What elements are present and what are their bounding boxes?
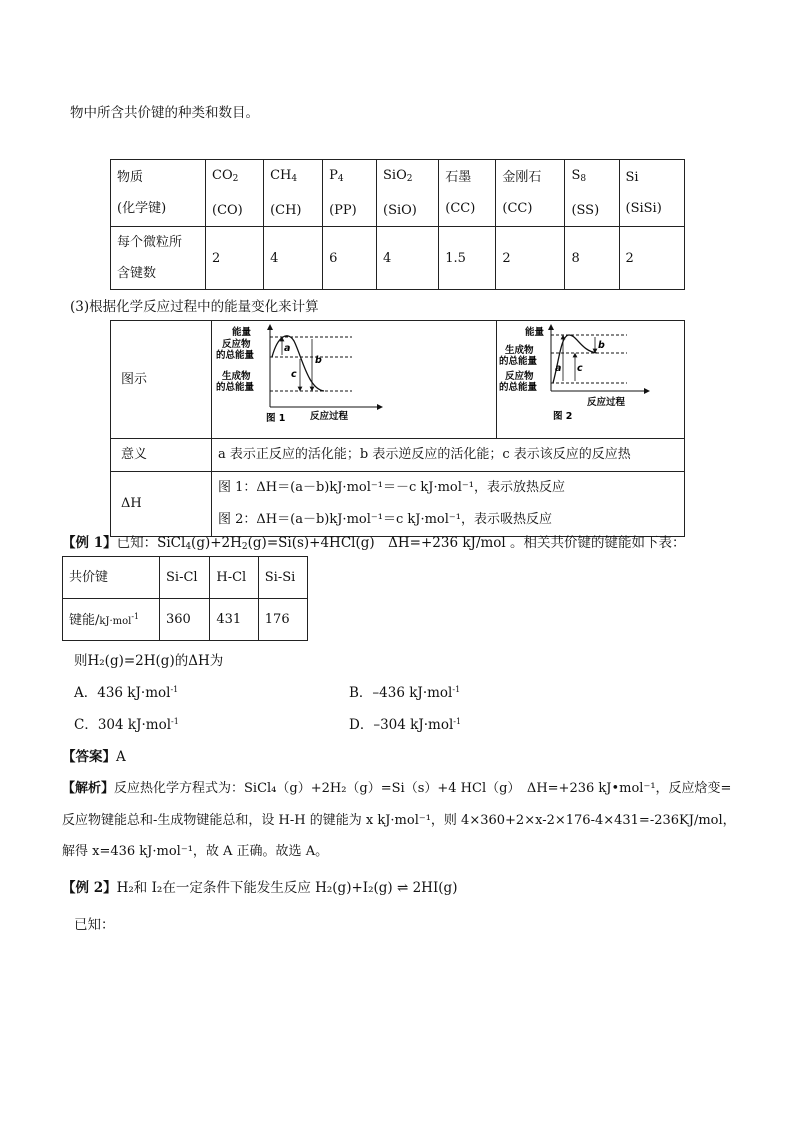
fig1-cell bbox=[212, 321, 497, 439]
bond-col-6: $S_8$ (SS) bbox=[565, 160, 619, 227]
energy-row-meaning-text: a 表示正反应的活化能；b 表示逆反应的活化能；c 表示该反应的反应热 bbox=[212, 439, 685, 472]
fig1-upper-1: 反应物 bbox=[222, 339, 251, 350]
bond-energy-value-0: 360 bbox=[160, 599, 210, 641]
bond-count-4: 1.5 bbox=[439, 227, 496, 290]
energy-row-figure-label: 图示 bbox=[111, 321, 212, 439]
energy-row-meaning-label: 意义 bbox=[111, 439, 212, 472]
fig2-lower-2: 的总能量 bbox=[499, 382, 538, 393]
bond-col-7: Si (SiSi) bbox=[619, 160, 684, 227]
bond-count-7: 2 bbox=[619, 227, 684, 290]
energy-table bbox=[110, 320, 685, 537]
fig1-caption: 图 1 bbox=[266, 413, 286, 424]
bond-count-5: 2 bbox=[496, 227, 565, 290]
svg-text:b: b bbox=[315, 355, 322, 366]
svg-text:c: c bbox=[291, 369, 297, 380]
fig2-caption: 图 2 bbox=[553, 411, 573, 422]
option-c: C．304 kJ·mol$^{-1}$ bbox=[74, 717, 179, 733]
example1-analysis-line1: 【解析】反应热化学方程式为：SiCl₄（g）+2H₂（g）=Si（s）+4 HCl（g） ΔH=+236 kJ•mol⁻¹，反应焓变= bbox=[62, 781, 732, 796]
example1-analysis-line3: 解得 x=436 kJ·mol⁻¹，故 A 正确。故选 A。 bbox=[62, 844, 329, 859]
svg-text:a: a bbox=[284, 343, 291, 354]
intro-line: 物中所含共价键的种类和数目。 bbox=[70, 105, 259, 121]
bond-table-header: 物质 (化学键) bbox=[111, 160, 206, 227]
bond-energy-header-3: Si-Si bbox=[258, 557, 307, 599]
fig1-energy-diagram bbox=[212, 321, 496, 425]
example1-answer: 【答案】A bbox=[62, 749, 126, 765]
bond-count-1: 4 bbox=[264, 227, 323, 290]
known-label: 已知： bbox=[74, 917, 115, 933]
bond-energy-row-label: 键能/kJ·mol$^{-1}$ bbox=[63, 599, 160, 641]
bond-count-2: 6 bbox=[323, 227, 377, 290]
bond-energy-value-1: 431 bbox=[210, 599, 258, 641]
option-a: A．436 kJ·mol$^{-1}$ bbox=[74, 685, 179, 701]
fig1-lower-2: 的总能量 bbox=[216, 382, 255, 393]
fig1-x-axis: 反应过程 bbox=[310, 411, 349, 422]
energy-row-dh-label: ΔH bbox=[111, 472, 212, 537]
energy-row-dh-text: 图 1：ΔH＝(a－b)kJ·mol⁻¹＝－c kJ·mol⁻¹，表示放热反应 图 2：ΔH＝(a－b)kJ·mol⁻¹＝c kJ·mol⁻¹，表示吸热反应 bbox=[212, 472, 685, 537]
fig1-upper-2: 的总能量 bbox=[216, 350, 255, 361]
bond-energy-header-1: Si-Cl bbox=[160, 557, 210, 599]
fig2-upper-1: 生成物 bbox=[505, 345, 534, 356]
bond-col-1: $CH_4$ (CH) bbox=[264, 160, 323, 227]
svg-text:c: c bbox=[577, 363, 583, 374]
bond-col-2: $P_4$ (PP) bbox=[323, 160, 377, 227]
bond-col-4: 石墨 (CC) bbox=[439, 160, 496, 227]
option-b: B．–436 kJ·mol$^{-1}$ bbox=[349, 685, 461, 701]
bond-count-3: 4 bbox=[377, 227, 439, 290]
fig1-y-axis: 能量 bbox=[232, 327, 252, 338]
example1-statement: 【例 1】已知：$SiCl_4(g)+2H_2(g)=Si(s)+4HCl(g)$ ΔH=+236 kJ/mol 。相关共价键的键能如下表： bbox=[62, 535, 686, 552]
fig2-x-axis: 反应过程 bbox=[587, 397, 626, 408]
bond-energy-table bbox=[62, 556, 308, 641]
fig2-energy-diagram bbox=[497, 321, 677, 425]
example1-question: 则H₂(g)=2H(g)的ΔH为 bbox=[74, 653, 224, 669]
bond-energy-header-2: H-Cl bbox=[210, 557, 258, 599]
bond-col-5: 金刚石 (CC) bbox=[496, 160, 565, 227]
bond-count-6: 8 bbox=[565, 227, 619, 290]
bond-col-0: $CO_2$ (CO) bbox=[206, 160, 264, 227]
bond-count-table bbox=[110, 159, 685, 290]
bond-energy-value-2: 176 bbox=[258, 599, 307, 641]
fig2-upper-2: 的总能量 bbox=[499, 356, 538, 367]
fig1-lower-1: 生成物 bbox=[222, 371, 251, 382]
fig2-y-axis: 能量 bbox=[525, 327, 545, 338]
fig2-cell bbox=[497, 321, 685, 439]
bond-count-0: 2 bbox=[206, 227, 264, 290]
bond-col-3: SiO$_2$ (SiO) bbox=[377, 160, 439, 227]
example2-statement: 【例 2】H₂和 I₂在一定条件下能发生反应 H₂(g)+I₂(g) ⇌ 2HI(g) bbox=[62, 880, 458, 896]
fig2-lower-1: 反应物 bbox=[505, 371, 534, 382]
svg-text:a: a bbox=[555, 363, 562, 374]
option-d: D．–304 kJ·mol$^{-1}$ bbox=[349, 717, 462, 733]
section3-title: (3)根据化学反应过程中的能量变化来计算 bbox=[70, 299, 319, 315]
svg-text:b: b bbox=[598, 340, 605, 351]
bond-row-label: 每个微粒所 含键数 bbox=[111, 227, 206, 290]
example1-analysis-line2: 反应物键能总和-生成物键能总和，设 H-H 的键能为 x kJ·mol⁻¹，则 4×360+2×x-2×176-4×431=-236KJ/mol， bbox=[62, 813, 736, 828]
bond-energy-header-0: 共价键 bbox=[63, 557, 160, 599]
